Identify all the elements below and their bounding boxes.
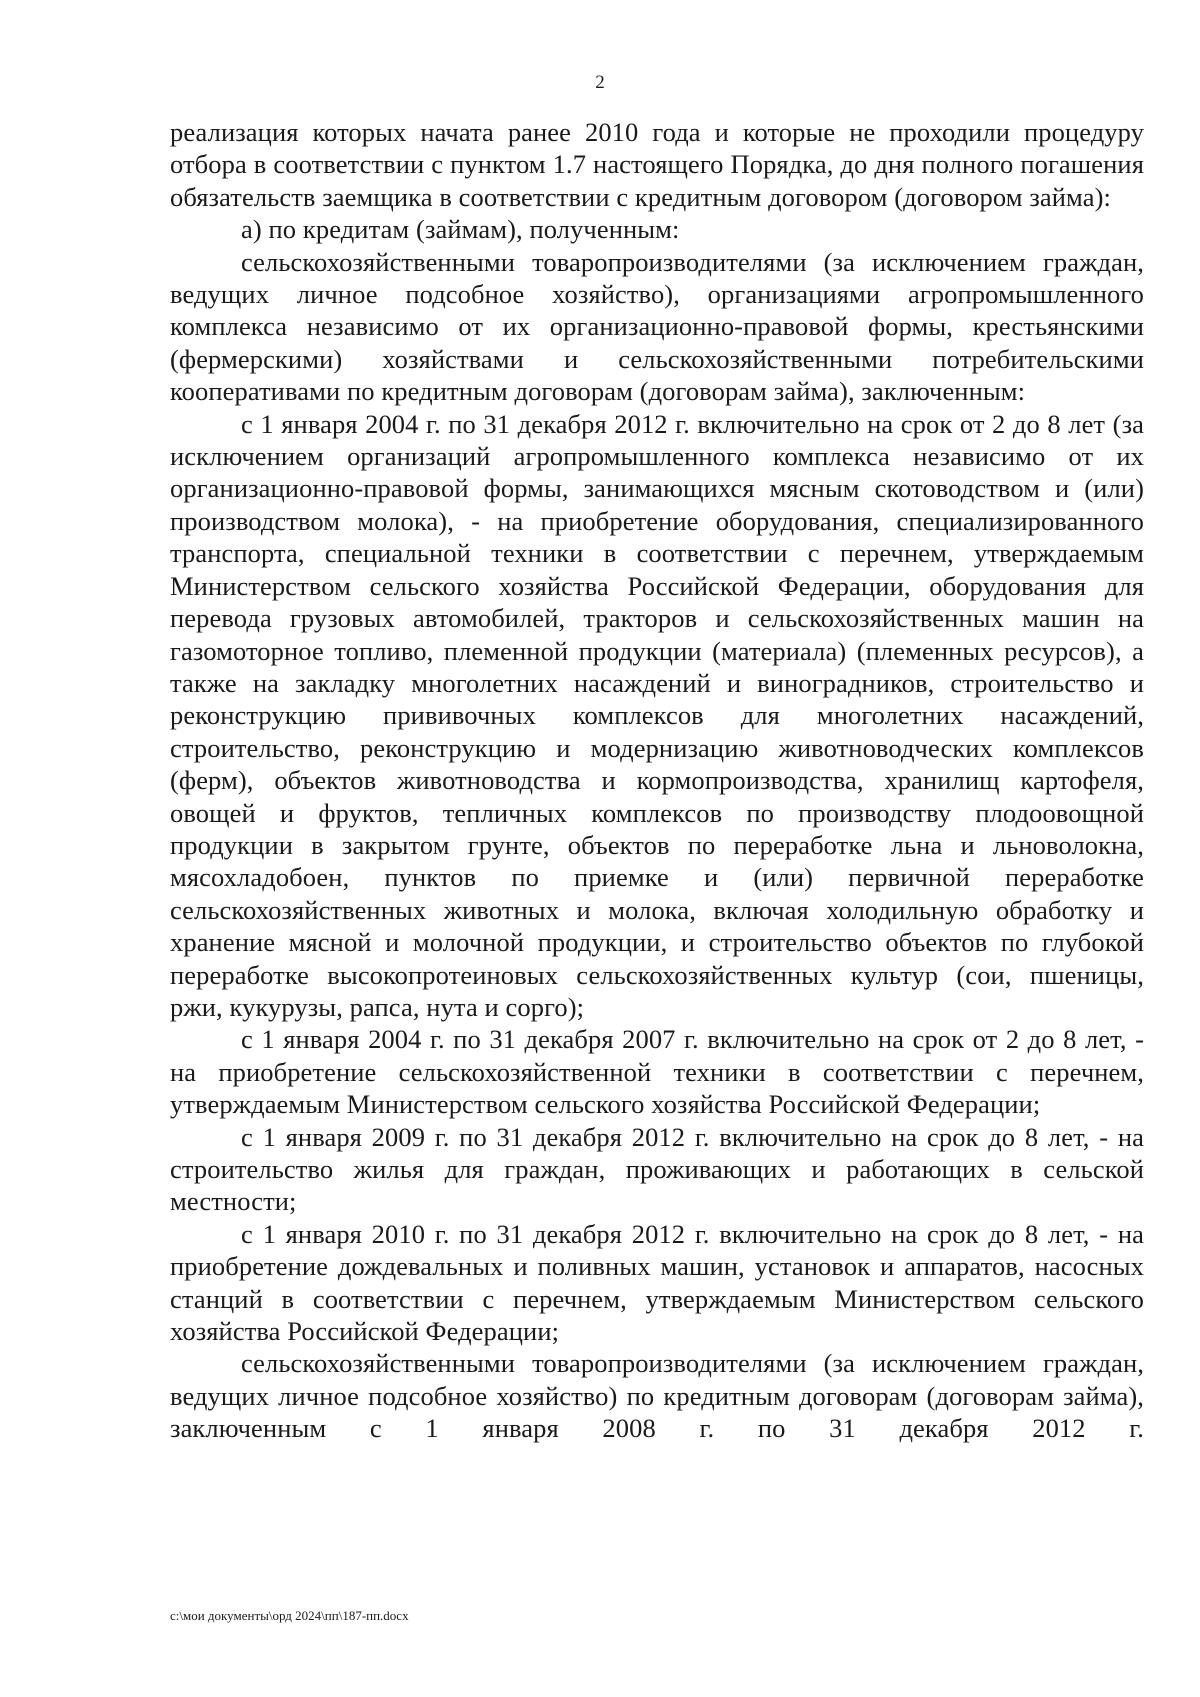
paragraph-2004-2012-equipment: с 1 января 2004 г. по 31 декабря 2012 г. включительно на срок от 2 до 8 лет (за исключением организаций агропромышленного комплекса независимо от их организационно-правовой формы, занимающихся мясным скотоводством и (или) производством молока), - на приобретение оборудования, специализированного транспорта, специальной техники в соответствии с перечнем, утверждаемым Министерством сельского хозяйства Российской Федерации, оборудования для перевода грузовых автомобилей, тракторов и сельскохозяйственных машин на газомоторное топливо, племенной продукции (материала) (племенных ресурсов), а также на закладку многолетних насаждений и виноградников, строительство и реконструкцию прививочных комплексов для многолетних насаждений, строительство, реконструкцию и модернизацию животноводческих комплексов (ферм), объектов животноводства и кормопроизводства, хранилищ картофеля, овощей и фруктов, тепличных комплексов по производству плодоовощной продукции в закрытом грунте, объектов по переработке льна и льноволокна, мясохладобоен, пунктов по приемке и (или) первичной переработке сельскохозяйственных животных и молока, включая холодильную обработку и хранение мясной и молочной продукции, и строительство объектов по глубокой переработке высокопротеиновых сельскохозяйственных культур (сои, пшеницы, ржи, кукурузы, рапса, нута и сорго);: [170, 408, 1144, 1022]
paragraph-producers-2008-2012: сельскохозяйственными товаропроизводителями (за исключением граждан, ведущих личное подсобное хозяйство) по кредитным договорам (договорам займа), заключенным с 1 января 2008 г. по 31 декабря 2012 г.: [170, 1348, 1144, 1444]
page-number: 2: [595, 72, 605, 93]
paragraph-borrowers: сельскохозяйственными товаропроизводителями (за исключением граждан, ведущих личное подсобное хозяйство), организациями агропромышленного комплекса независимо от их организационно-правовой формы, крестьянскими (фермерскими) хозяйствами и сельскохозяйственными потребительскими кооперативами по кредитным договорам (договорам займа), заключенным:: [170, 246, 1144, 407]
footer-file-path: c:\мои документы\орд 2024\пп\187-пп.docx: [170, 1608, 409, 1623]
paragraph-intro-continuation: реализация которых начата ранее 2010 года и которые не проходили процедуру отбора в соответствии с пунктом 1.7 настоящего Порядка, до дня полного погашения обязательств заемщика в соответствии с кредитным договором (договором займа):: [170, 117, 1144, 212]
document-body: [170, 116, 1144, 1445]
paragraph-subitem-a: а) по кредитам (займам), полученным:: [241, 214, 680, 245]
paragraph-2004-2007-machinery: с 1 января 2004 г. по 31 декабря 2007 г. включительно на срок от 2 до 8 лет, - на приобретение сельскохозяйственной техники в соответствии с перечнем, утверждаемым Министерством сельского хозяйства Российской Федерации;: [170, 1024, 1144, 1120]
paragraph-2009-2012-housing: с 1 января 2009 г. по 31 декабря 2012 г. включительно на срок до 8 лет, - на строительство жилья для граждан, проживающих и работающих в сельской местности;: [170, 1121, 1144, 1217]
paragraph-2010-2012-irrigation: с 1 января 2010 г. по 31 декабря 2012 г. включительно на срок до 8 лет, - на приобретение дождевальных и поливных машин, установок и аппаратов, насосных станций в соответствии с перечнем, утверждаемым Министерством сельского хозяйства Российской Федерации;: [170, 1218, 1144, 1347]
